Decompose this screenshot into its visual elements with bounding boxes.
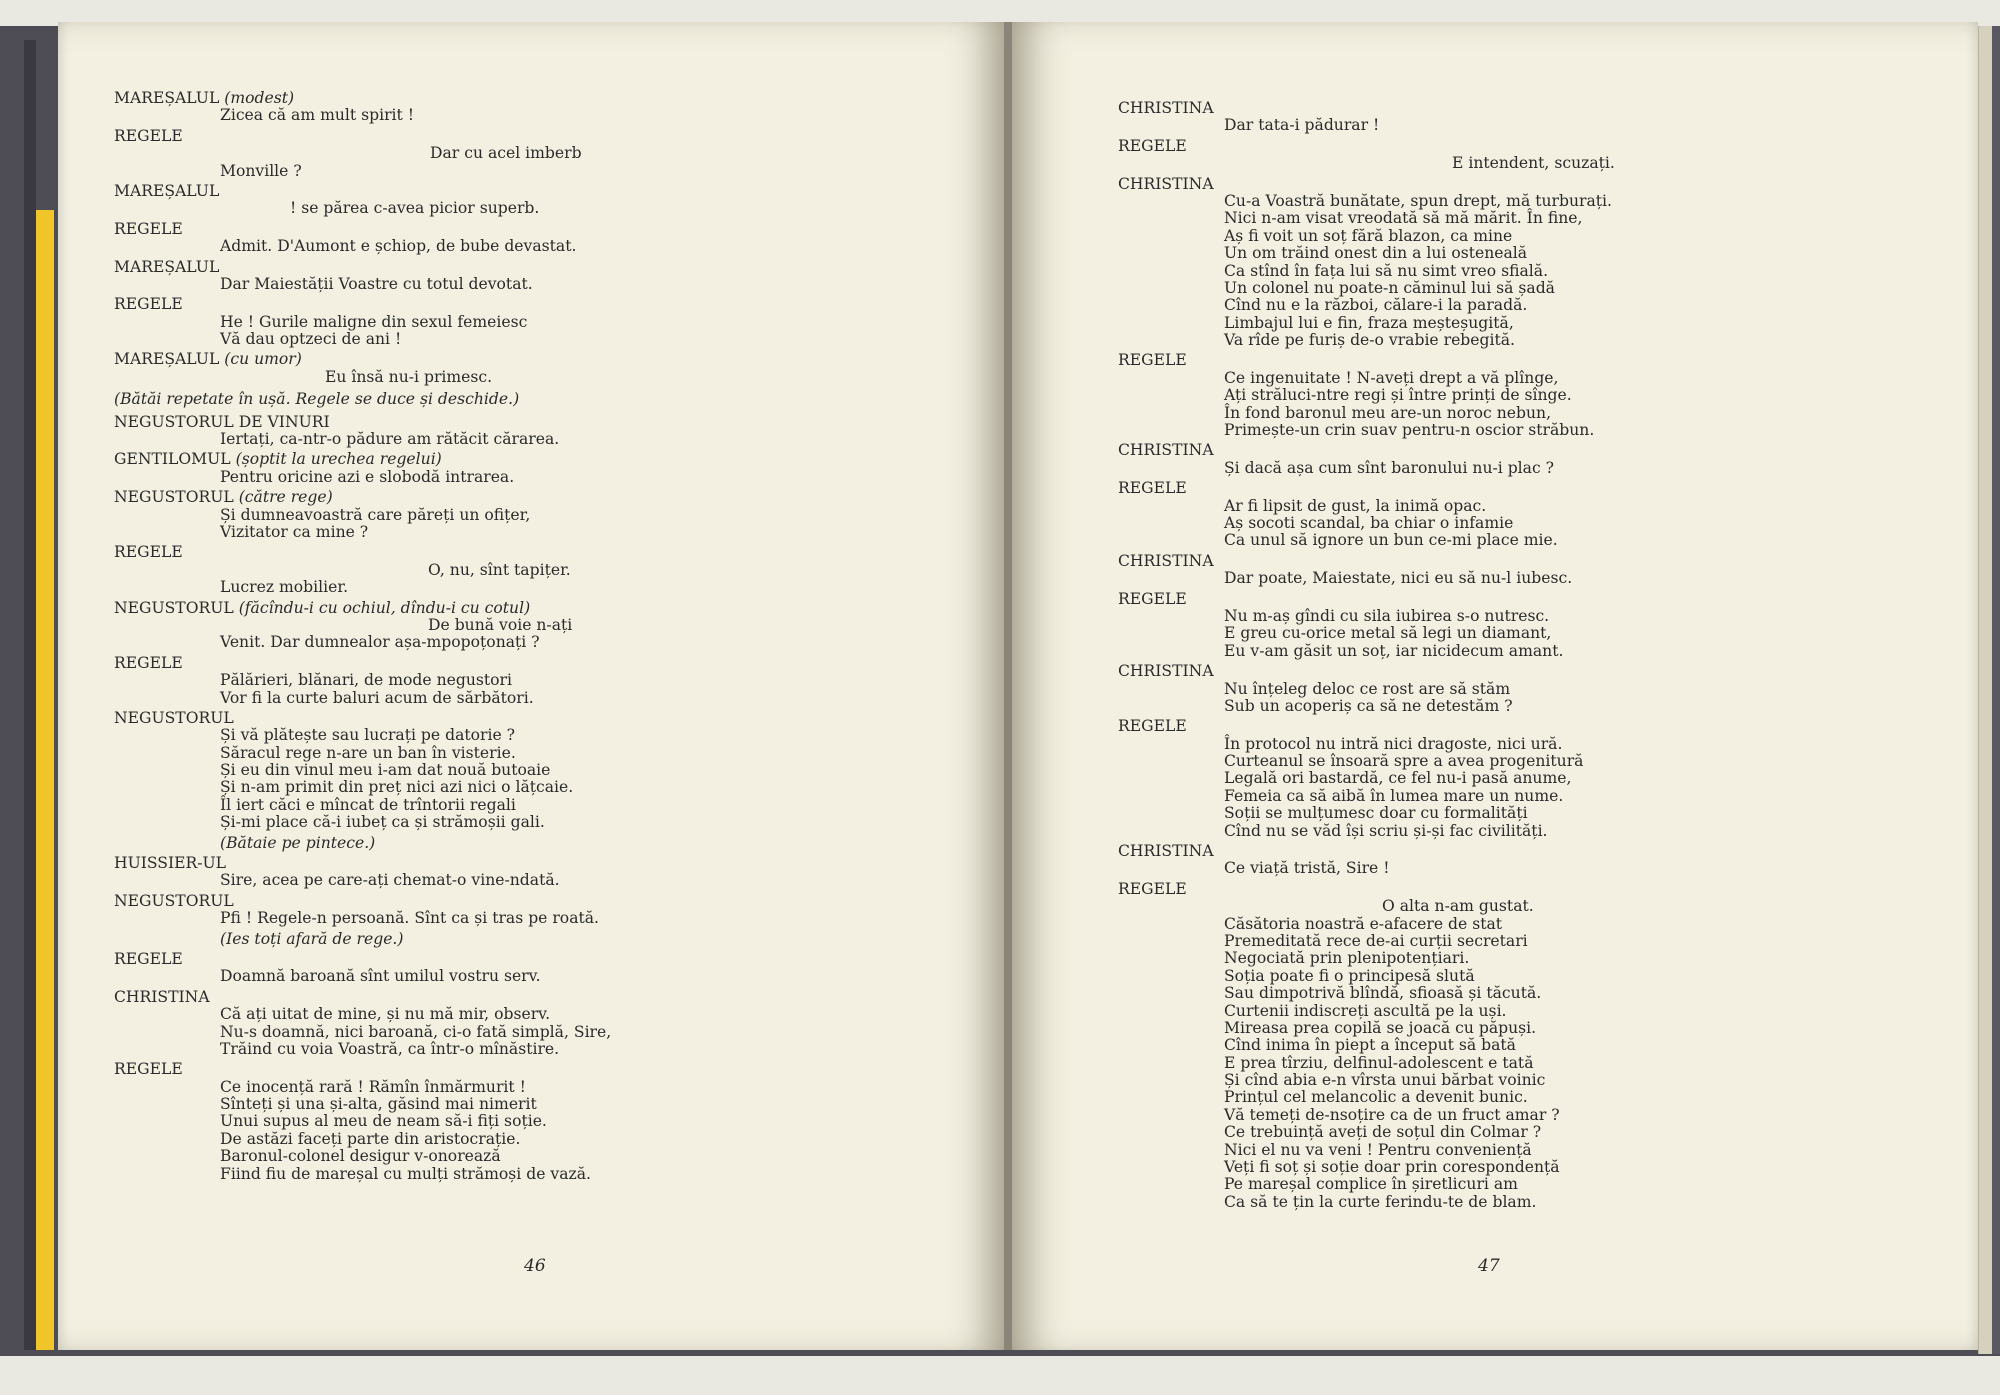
speaker-name	[114, 951, 934, 968]
dialogue-line	[1118, 933, 1948, 950]
page-stack-edge	[1978, 26, 1993, 1354]
dialogue-line	[1118, 916, 1948, 933]
line-text: Vă dau optzeci de ani !	[220, 330, 402, 349]
italic-direction: (modest)	[224, 89, 295, 107]
line-text: REGELE	[1118, 479, 1187, 498]
line-text: Ce viață tristă, Sire !	[1224, 859, 1390, 878]
dialogue-line	[114, 968, 934, 985]
dialogue-line	[114, 469, 934, 486]
italic-direction: (Bătaie pe pintece.)	[220, 833, 376, 852]
dialogue-line	[1118, 1089, 1948, 1106]
dialogue-line	[114, 1079, 934, 1096]
dialogue-line	[1118, 770, 1948, 787]
line-text: NEGUSTORUL	[114, 598, 239, 617]
dialogue-line	[114, 910, 934, 927]
line-text: Aș fi voit un soț fără blazon, ca mine	[1224, 226, 1513, 245]
dialogue-line	[1118, 968, 1948, 985]
cover-edge-right	[1992, 26, 2000, 1354]
dialogue-line	[1118, 1176, 1948, 1193]
dialogue-line	[1118, 643, 1948, 660]
line-text: Dar Maiestății Voastre cu totul devotat.	[220, 274, 533, 293]
line-text: REGELE	[1118, 717, 1187, 736]
dialogue-line	[114, 107, 934, 124]
stage-direction	[114, 931, 934, 948]
dialogue-line	[114, 1024, 934, 1041]
dialogue-line	[1118, 698, 1948, 715]
line-text: Și cînd abia e-n vîrsta unui bărbat voinic	[1224, 1071, 1546, 1090]
line-text: Și vă plătește sau lucrați pe datorie ?	[220, 726, 516, 745]
dialogue-line	[1118, 1020, 1948, 1037]
dialogue-line	[1118, 532, 1948, 549]
line-text: Prințul cel melancolic a devenit bunic.	[1224, 1088, 1528, 1107]
line-text: CHRISTINA	[1118, 174, 1214, 193]
line-text: He ! Gurile maligne din sexul femeiesc	[220, 312, 528, 331]
line-text: Un colonel nu poate-n căminul lui să șadă	[1224, 278, 1555, 297]
dialogue-line	[114, 672, 934, 689]
dialogue-line	[1118, 210, 1948, 227]
line-text: Ați străluci-ntre regi și între prinți de sînge.	[1224, 386, 1572, 405]
speaker-name	[114, 259, 934, 276]
speaker-name	[114, 893, 934, 910]
dialogue-line	[114, 690, 934, 707]
speaker-name	[1118, 663, 1948, 680]
speaker-name	[114, 296, 934, 313]
dialogue-line	[114, 1131, 934, 1148]
dialogue-line	[114, 507, 934, 524]
dialogue-line	[1118, 570, 1948, 587]
dialogue-line	[1118, 1055, 1948, 1072]
dialogue-line	[1118, 736, 1948, 753]
dialogue-line	[114, 562, 934, 579]
line-text: Dar tata-i pădurar !	[1224, 116, 1380, 135]
line-text: CHRISTINA	[1118, 662, 1214, 681]
speaker-name	[114, 544, 934, 561]
speaker-name	[1118, 591, 1948, 608]
italic-direction: (Bătăi repetate în ușă. Regele se duce și deschide.)	[114, 390, 520, 409]
line-text: MAREȘALUL	[114, 89, 225, 107]
speaker-name	[1118, 553, 1948, 570]
dialogue-line	[1118, 155, 1948, 172]
line-text: REGELE	[114, 126, 183, 145]
line-text: Soția poate fi o principesă slută	[1224, 966, 1475, 985]
line-text: Monville ?	[220, 161, 302, 180]
line-text: CHRISTINA	[1118, 99, 1214, 117]
speaker-name	[1118, 881, 1948, 898]
speaker-name	[114, 489, 934, 506]
line-text: E intendent, scuzați.	[1452, 154, 1615, 173]
italic-direction: (către rege)	[238, 488, 333, 507]
line-text: NEGUSTORUL	[114, 708, 234, 727]
dialogue-line	[1118, 681, 1948, 698]
line-text: MAREȘALUL	[114, 257, 220, 276]
line-text: REGELE	[1118, 589, 1187, 608]
dialogue-line	[1118, 985, 1948, 1002]
dialogue-line	[1118, 1142, 1948, 1159]
line-text: Sau dimpotrivă blîndă, sfioasă și tăcută.	[1224, 984, 1542, 1003]
speaker-name	[1118, 176, 1948, 193]
line-text: NEGUSTORUL	[114, 488, 239, 507]
line-text: Negociată prin plenipotențiari.	[1224, 949, 1470, 968]
line-text: Baronul-colonel desigur v-onorează	[220, 1147, 501, 1166]
line-text: Ca unul să ignore un bun ce-mi place mie.	[1224, 531, 1558, 550]
line-text: Venit. Dar dumnealor așa-mpopoțonați ?	[220, 633, 540, 652]
line-text: Fiind fiu de mareșal cu mulți strămoși de vază.	[220, 1164, 591, 1183]
dialogue-line	[1118, 860, 1948, 877]
line-text: Dar cu acel imberb	[430, 144, 582, 163]
line-text: Ce trebuință aveți de soțul din Colmar ?	[1224, 1123, 1542, 1142]
speaker-name	[114, 221, 934, 238]
line-text: ! se părea c-avea picior superb.	[290, 199, 540, 218]
dialogue-line	[1118, 625, 1948, 642]
line-text: Limbajul lui e fin, fraza meșteșugită,	[1224, 313, 1514, 332]
line-text: CHRISTINA	[1118, 551, 1214, 570]
dialogue-line	[1118, 1194, 1948, 1211]
dialogue-line	[114, 1148, 934, 1165]
stage-direction	[114, 835, 934, 852]
italic-direction: (cu umor)	[224, 350, 302, 369]
line-text: De bună voie n-ați	[428, 615, 573, 634]
speaker-name	[114, 128, 934, 145]
dialogue-line	[1118, 950, 1948, 967]
left-page-text	[114, 90, 934, 1183]
line-text: Femeia ca să aibă în lumea mare un nume.	[1224, 786, 1564, 805]
dialogue-line	[1118, 460, 1948, 477]
dialogue-line	[114, 727, 934, 744]
line-text: REGELE	[1118, 136, 1187, 155]
line-text: Nici n-am visat vreodată să mă mărit. În fine,	[1224, 209, 1583, 228]
dialogue-line	[1118, 788, 1948, 805]
bookmark-edge	[36, 210, 54, 1350]
line-text: Că ați uitat de mine, și nu mă mir, observ.	[220, 1005, 551, 1024]
dialogue-line	[114, 145, 934, 162]
dialogue-line	[114, 1113, 934, 1130]
line-text: Vor fi la curte baluri acum de sărbători.	[220, 688, 534, 707]
line-text: Vizitator ca mine ?	[220, 522, 369, 541]
line-text: Săracul rege n-are un ban în visterie.	[220, 743, 516, 762]
speaker-name	[114, 655, 934, 672]
dialogue-line	[1118, 1107, 1948, 1124]
speaker-name	[114, 414, 934, 431]
line-text: O alta n-am gustat.	[1382, 897, 1534, 916]
speaker-name	[114, 1061, 934, 1078]
line-text: Și dacă așa cum sînt baronului nu-i plac ?	[1224, 458, 1555, 477]
dialogue-line	[1118, 315, 1948, 332]
line-text: MAREȘALUL	[114, 350, 225, 369]
dialogue-line	[114, 779, 934, 796]
line-text: Curteanul se însoară spre a avea progenitură	[1224, 752, 1584, 771]
dialogue-line	[114, 797, 934, 814]
dialogue-line	[114, 814, 934, 831]
dialogue-line	[114, 276, 934, 293]
speaker-name	[114, 855, 934, 872]
line-text: Unui supus al meu de neam să-i fiți soție.	[220, 1112, 547, 1131]
line-text: REGELE	[114, 653, 183, 672]
dialogue-line	[1118, 1003, 1948, 1020]
dialogue-line	[1118, 823, 1948, 840]
dialogue-line	[114, 314, 934, 331]
dialogue-line	[114, 1166, 934, 1183]
line-text: Aș socoti scandal, ba chiar o infamie	[1224, 513, 1514, 532]
dialogue-line	[114, 762, 934, 779]
page-number-right: 47	[1478, 1256, 1500, 1276]
line-text: Dar poate, Maiestate, nici eu să nu-l iubesc.	[1224, 569, 1573, 588]
speaker-name	[114, 90, 934, 107]
line-text: NEGUSTORUL DE VINURI	[114, 412, 330, 431]
line-text: REGELE	[114, 219, 183, 238]
line-text: Ce inocență rară ! Rămîn înmărmurit !	[220, 1077, 526, 1096]
line-text: Nu înțeleg deloc ce rost are să stăm	[1224, 679, 1511, 698]
line-text: În protocol nu intră nici dragoste, nici ură.	[1224, 734, 1563, 753]
dialogue-line	[114, 200, 934, 217]
speaker-name	[1118, 480, 1948, 497]
line-text: GENTILOMUL	[114, 450, 236, 469]
dialogue-line	[1118, 515, 1948, 532]
line-text: Sînteți și una și-alta, găsind mai nimerit	[220, 1095, 537, 1114]
dialogue-line	[1118, 370, 1948, 387]
line-text: Lucrez mobilier.	[220, 578, 349, 597]
speaker-name	[1118, 843, 1948, 860]
dialogue-line	[114, 524, 934, 541]
line-text: Iertați, ca-ntr-o pădure am rătăcit cărarea.	[220, 430, 560, 449]
speaker-name	[114, 451, 934, 468]
italic-direction: (șoptit la urechea regelui)	[235, 450, 442, 469]
line-text: Pfi ! Regele-n persoană. Sînt ca și tras pe roată.	[220, 909, 600, 928]
line-text: Ca stînd în fața lui să nu simt vreo sfială.	[1224, 261, 1549, 280]
line-text: Eu v-am găsit un soț, iar nicidecum amant.	[1224, 641, 1564, 660]
line-text: REGELE	[114, 543, 183, 562]
line-text: Doamnă baroană sînt umilul vostru serv.	[220, 967, 541, 986]
dialogue-line	[1118, 280, 1948, 297]
line-text: MAREȘALUL	[114, 181, 220, 200]
line-text: Admit. D'Aumont e șchiop, de bube devastat.	[220, 237, 577, 256]
italic-direction: (făcîndu-i cu ochiul, dîndu-i cu cotul)	[238, 598, 531, 617]
line-text: HUISSIER-UL	[114, 854, 227, 873]
line-text: Cînd nu e la război, călare-i la paradă.	[1224, 296, 1528, 315]
line-text: Sub un acoperiș ca să ne detestăm ?	[1224, 696, 1513, 715]
speaker-name	[1118, 138, 1948, 155]
dialogue-line	[114, 579, 934, 596]
line-text: CHRISTINA	[1118, 842, 1214, 861]
line-text: Ce ingenuitate ! N-aveți drept a vă plînge,	[1224, 368, 1559, 387]
line-text: CHRISTINA	[114, 987, 210, 1006]
dialogue-line	[1118, 608, 1948, 625]
speaker-name	[1118, 352, 1948, 369]
line-text: Cînd inima în piept a început să bată	[1224, 1036, 1516, 1055]
line-text: CHRISTINA	[1118, 441, 1214, 460]
speaker-name	[114, 710, 934, 727]
right-page-text	[1118, 100, 1948, 1211]
line-text: Trăind cu voia Voastră, ca într-o mînăstire.	[220, 1039, 560, 1058]
dialogue-line	[114, 1006, 934, 1023]
dialogue-line	[1118, 1124, 1948, 1141]
line-text: Ca să te țin la curte ferindu-te de blam.	[1224, 1192, 1537, 1211]
dialogue-line	[114, 163, 934, 180]
line-text: E prea tîrziu, delfinul-adolescent e tată	[1224, 1053, 1534, 1072]
dialogue-line	[1118, 297, 1948, 314]
line-text: Cu-a Voastră bunătate, spun drept, mă turburați.	[1224, 191, 1612, 210]
dialogue-line	[1118, 117, 1948, 134]
dialogue-line	[1118, 753, 1948, 770]
dialogue-line	[114, 238, 934, 255]
line-text: REGELE	[1118, 879, 1187, 898]
dialogue-line	[114, 745, 934, 762]
line-text: Pentru oricine azi e slobodă intrarea.	[220, 467, 515, 486]
dialogue-line	[1118, 263, 1948, 280]
line-text: Căsătoria noastră e-afacere de stat	[1224, 914, 1503, 933]
italic-direction: (Ies toți afară de rege.)	[220, 929, 404, 948]
line-text: Îl iert căci e mîncat de trîntorii regali	[220, 795, 516, 814]
line-text: REGELE	[114, 1060, 183, 1079]
line-text: REGELE	[1118, 351, 1187, 370]
line-text: Soții se mulțumesc doar cu formalități	[1224, 804, 1528, 823]
line-text: Zicea că am mult spirit !	[220, 106, 415, 125]
dialogue-line	[1118, 405, 1948, 422]
dialogue-line	[1118, 498, 1948, 515]
line-text: Premeditată rece de-ai curții secretari	[1224, 931, 1528, 950]
line-text: Primește-un crin suav pentru-n oscior străbun.	[1224, 421, 1595, 440]
line-text: Veți fi soț și soție doar prin corespondență	[1224, 1158, 1560, 1177]
stage-direction	[114, 391, 934, 408]
speaker-name	[1118, 718, 1948, 735]
line-text: Sire, acea pe care-ați chemat-o vine-ndată.	[220, 871, 560, 890]
line-text: Și-mi place că-i iubeț ca și strămoșii gali.	[220, 813, 545, 832]
line-text: Pe mareșal complice în șiretlicuri am	[1224, 1175, 1518, 1194]
line-text: O, nu, sînt tapițer.	[428, 560, 571, 579]
speaker-name	[114, 989, 934, 1006]
line-text: Curtenii indiscreți ascultă pe la uși.	[1224, 1001, 1507, 1020]
dialogue-line	[1118, 1037, 1948, 1054]
dialogue-line	[1118, 1159, 1948, 1176]
line-text: Eu însă nu-i primesc.	[325, 367, 493, 386]
line-text: Și eu din vinul meu i-am dat nouă butoaie	[220, 761, 551, 780]
dialogue-line	[114, 431, 934, 448]
line-text: E greu cu-orice metal să legi un diamant,	[1224, 624, 1552, 643]
dialogue-line	[1118, 898, 1948, 915]
line-text: Legală ori bastardă, ce fel nu-i pasă anume,	[1224, 769, 1572, 788]
line-text: Nici el nu va veni ! Pentru conveniență	[1224, 1140, 1532, 1159]
line-text: Și dumneavoastră care păreți un ofițer,	[220, 505, 531, 524]
book-gutter	[1004, 22, 1012, 1350]
line-text: Mireasa prea copilă se joacă cu păpuși.	[1224, 1018, 1537, 1037]
line-text: De astăzi faceți parte din aristocrație.	[220, 1129, 521, 1148]
dialogue-line	[114, 872, 934, 889]
dialogue-line	[1118, 422, 1948, 439]
speaker-name	[114, 600, 934, 617]
dialogue-line	[114, 634, 934, 651]
cover-edge	[24, 40, 36, 1350]
line-text: Cînd nu se văd își scriu și-și fac civilități.	[1224, 821, 1548, 840]
dialogue-line	[114, 369, 934, 386]
line-text: Un om trăind onest din a lui osteneală	[1224, 244, 1528, 263]
line-text: Va rîde pe furiș de-o vrabie rebegită.	[1224, 331, 1515, 350]
dialogue-line	[1118, 245, 1948, 262]
dialogue-line	[1118, 332, 1948, 349]
dialogue-line	[114, 331, 934, 348]
dialogue-line	[1118, 1072, 1948, 1089]
line-text: Nu-s doamnă, nici baroană, ci-o fată simplă, Sire,	[220, 1022, 612, 1041]
speaker-name	[114, 351, 934, 368]
line-text: REGELE	[114, 949, 183, 968]
dialogue-line	[114, 617, 934, 634]
line-text: Și n-am primit din preț nici azi nici o lățcaie.	[220, 778, 574, 797]
line-text: Vă temeți de-nsoțire ca de un fruct amar ?	[1224, 1105, 1560, 1124]
dialogue-line	[1118, 805, 1948, 822]
line-text: În fond baronul meu are-un noroc nebun,	[1224, 403, 1552, 422]
line-text: Ar fi lipsit de gust, la inimă opac.	[1224, 496, 1487, 515]
line-text: Nu m-aș gîndi cu sila iubirea s-o nutresc.	[1224, 606, 1550, 625]
dialogue-line	[114, 1096, 934, 1113]
speaker-name	[1118, 100, 1948, 117]
dialogue-line	[1118, 387, 1948, 404]
speaker-name	[114, 183, 934, 200]
line-text: NEGUSTORUL	[114, 891, 234, 910]
dialogue-line	[1118, 228, 1948, 245]
line-text: Pălărieri, blănari, de mode negustori	[220, 671, 512, 690]
page-number-left: 46	[524, 1256, 546, 1276]
dialogue-line	[1118, 193, 1948, 210]
speaker-name	[1118, 442, 1948, 459]
line-text: REGELE	[114, 295, 183, 314]
dialogue-line	[114, 1041, 934, 1058]
